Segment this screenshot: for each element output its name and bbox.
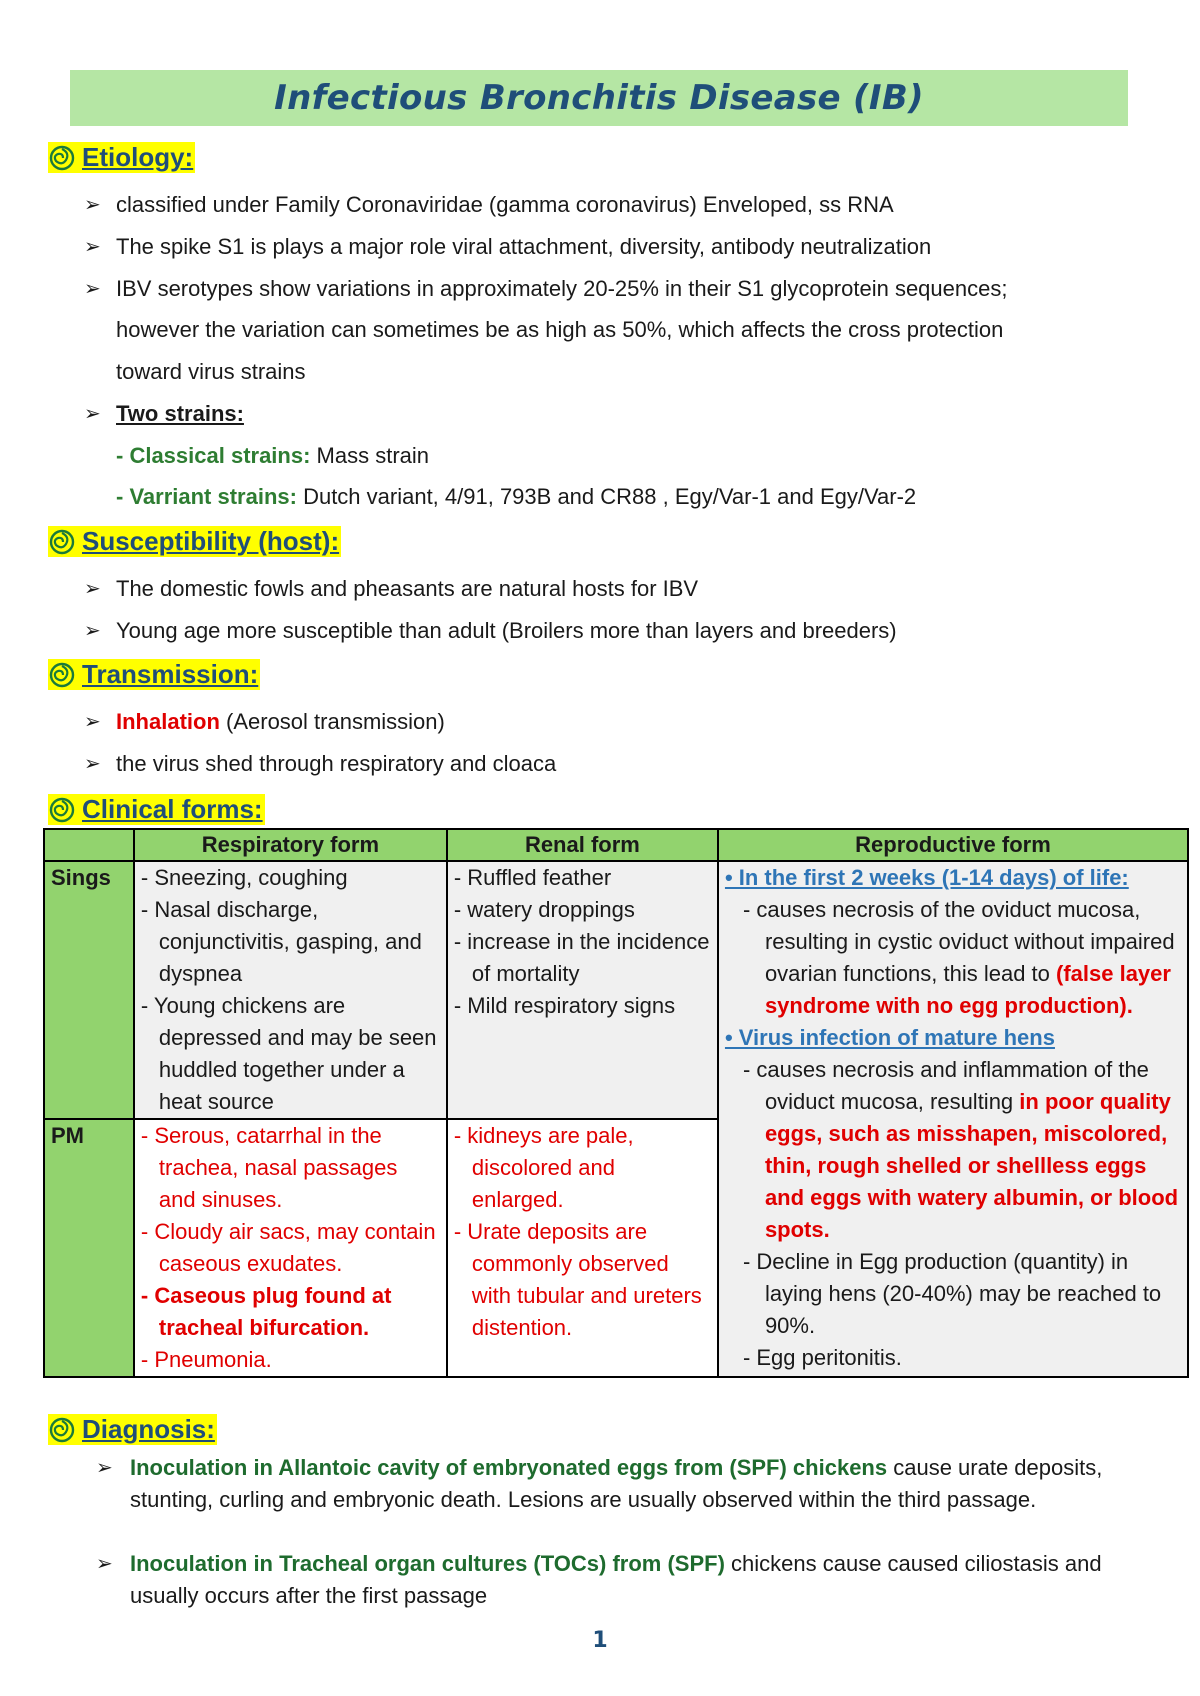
page-title: Infectious Bronchitis Disease (IB) [274,78,924,118]
transmission-heading: Transmission: [82,659,259,689]
arrow-icon: ➢ [96,1457,113,1479]
sings-respiratory-cell: - Sneezing, coughing - Nasal discharge, conjunctivitis, gasping, and dyspnea - Young chickens are depressed and may be seen huddled together under a heat source [134,861,447,1119]
arrow-icon: ➢ [84,578,101,600]
pm-renal-cell: - kidneys are pale, discolored and enlarged. - Urate deposits are commonly observed with tubular and ureters distention. [447,1119,718,1377]
list-item: ➢ the virus shed through respiratory and cloaca [84,751,557,776]
list-item: ➢ IBV serotypes show variations in approximately 20-25% in their S1 glycoprotein sequences; [84,276,1008,301]
column-header: Reproductive form [718,829,1188,861]
variant-strains: - Varriant strains: Dutch variant, 4/91, 793B and CR88 , Egy/Var-1 and Egy/Var-2 [116,484,917,509]
column-header: Renal form [447,829,718,861]
list-item-continued: toward virus strains [116,359,306,384]
clinical-forms-table [43,828,1189,1378]
arrow-icon: ➢ [84,278,101,300]
sings-renal-cell: - Ruffled feather - watery droppings - increase in the incidence of mortality - Mild respiratory signs [447,861,718,1119]
section-susceptibility [48,526,341,557]
arrow-icon: ➢ [96,1553,113,1575]
section-diagnosis [48,1414,217,1445]
arrow-icon: ➢ [84,620,101,642]
swirl-icon [48,528,76,556]
list-item: ➢ The domestic fowls and pheasants are natural hosts for IBV [84,576,699,601]
list-item: ➢ classified under Family Coronaviridae (gamma coronavirus) Enveloped, ss RNA [84,192,894,217]
classical-strains: - Classical strains: Mass strain [116,443,430,468]
corner-cell [44,829,134,861]
title-banner [70,70,1128,126]
table-header-row [44,829,1188,861]
section-etiology [48,142,195,173]
list-item: ➢ Inoculation in Tracheal organ cultures (TOCs) from (SPF) chickens cause caused ciliostasis and usually occurs after the first passage [96,1548,1136,1612]
list-item: ➢ Young age more susceptible than adult (Broilers more than layers and breeders) [84,618,897,643]
reproductive-cell: • In the first 2 weeks (1-14 days) of life: - causes necrosis of the oviduct mucosa, resulting in cystic oviduct without impaired ovarian functions, this lead to (false layer syndrome with no egg production). • Virus infection of mature hens - causes necrosis and inflammation of the oviduct mucosa, resulting in poor quality eggs, such as misshapen, miscolored, thin, rough shelled or shellless eggs and eggs with watery albumin, or blood spots. - Decline in Egg production (quantity) in laying hens (20-40%) may be reached to 90%. - Egg peritonitis. [718,861,1188,1377]
row-header-sings: Sings [44,861,134,1119]
arrow-icon: ➢ [84,403,101,425]
repro-heading-mature: • Virus infection of mature hens [724,1025,1055,1050]
arrow-icon: ➢ [84,711,101,733]
section-transmission [48,659,260,690]
list-item-continued: however the variation can sometimes be as high as 50%, which affects the cross protection [116,317,1004,342]
swirl-icon [48,661,76,689]
clinical-heading: Clinical forms: [82,794,263,824]
two-strains-label: Two strains: [116,401,244,426]
arrow-icon: ➢ [84,194,101,216]
swirl-icon [48,1416,76,1444]
column-header: Respiratory form [134,829,447,861]
swirl-icon [48,144,76,172]
table-row [44,861,1188,1119]
susceptibility-heading: Susceptibility (host): [82,526,340,556]
section-clinical-forms [48,794,265,825]
swirl-icon [48,796,76,824]
row-header-pm: PM [44,1119,134,1377]
page-number: 1 [592,1628,608,1653]
list-item: ➢ The spike S1 is plays a major role viral attachment, diversity, antibody neutralization [84,234,932,259]
list-item: ➢ Inoculation in Allantoic cavity of embryonated eggs from (SPF) chickens cause urate deposits, stunting, curling and embryonic death. Lesions are usually observed within the third passage. [96,1452,1136,1516]
list-item [84,401,244,427]
repro-heading-young: • In the first 2 weeks (1-14 days) of life: [724,865,1129,890]
arrow-icon: ➢ [84,753,101,775]
arrow-icon: ➢ [84,236,101,258]
list-item: ➢ Inhalation (Aerosol transmission) [84,709,445,734]
etiology-heading: Etiology: [82,142,194,172]
pm-respiratory-cell: - Serous, catarrhal in the trachea, nasal passages and sinuses. - Cloudy air sacs, may contain caseous exudates. - Caseous plug found at tracheal bifurcation. - Pneumonia. [134,1119,447,1377]
diagnosis-heading: Diagnosis: [82,1414,215,1444]
